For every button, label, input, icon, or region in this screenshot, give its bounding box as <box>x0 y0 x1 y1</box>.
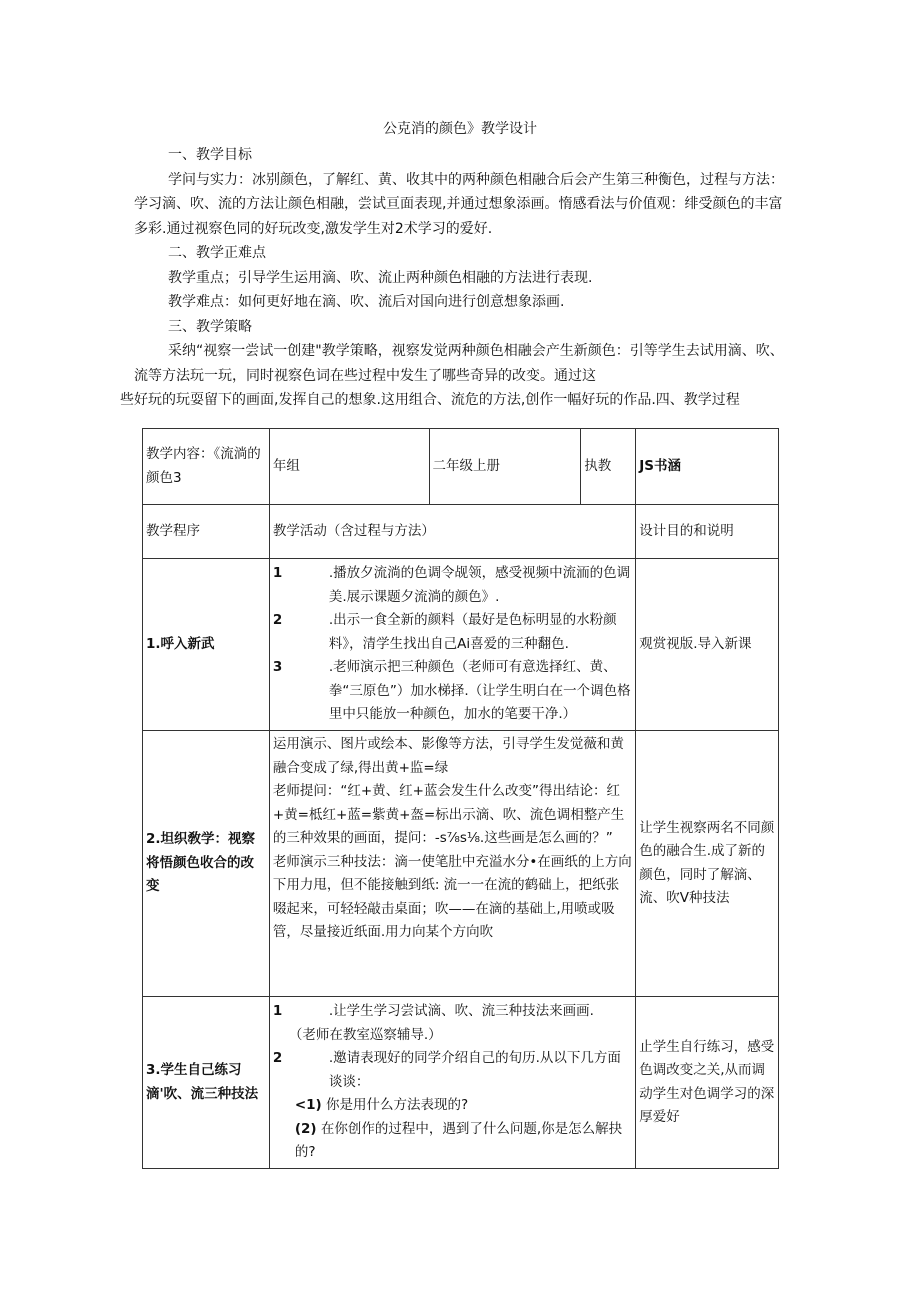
item-number: 1 <box>272 1003 283 1020</box>
activity-header-label: 教学活动（含过程与方法） <box>272 522 435 539</box>
activity-paragraph: 老师提问：“红+黄、红+蓝会发生什么改变”得出结论：红+黄=柢红+蓝=紫黄+盔=标出示滴、吹、流色调相整产生的三种效果的画面，提问：-s⅞s⅛.这些画是怎么画的？” <box>272 783 625 846</box>
strategy-heading: 三、教学策略 <box>168 318 252 335</box>
teacher-value-cell <box>636 429 779 505</box>
document-body <box>120 143 784 413</box>
procedure-header-label: 教学程序 <box>146 522 200 539</box>
goals-text: 学问与实力：冰别颜色，了解红、黄、收其中的两种颜色相融合后会产生第三种衡色，过程与方法：学习滴、吹、流的方法让颜色相融，尝试亘面表现,并通过想象添画。惰感看法与价值观：绯受颜色的丰富多彩.通过视察色同的好玩改变,激发学生对2术学习的爱好. <box>134 171 784 237</box>
document-title: 公克消的颜色》教学设计 <box>383 121 537 137</box>
purpose-text: 让学生视察两名不同颜色的融合生.成了新的颜色，同时了解滴、流、吹V种技法 <box>639 819 775 906</box>
purpose-cell <box>636 559 779 731</box>
teacher-value: JS书涵 <box>639 457 681 474</box>
content-label: 教学内容：《流淌的颜色3 <box>146 446 261 486</box>
activity-paragraph: 老师演示三种技法：滴一使笔肚中充溢水分•在画纸的上方向下用力甩，但不能接触到纸: 流一一在流的鹤础上，把纸张啜起来，可轻轻敲击桌面；吹——在滴的基础上,用喷或吸管，尽量接近纸面.用力向某个方向吹 <box>272 853 632 940</box>
procedure-label: 1.呼入新武 <box>146 635 215 652</box>
item-text: .老师演示把三种颜色（老师可有意选择红、黄、拳“三原色”）加水梯择.（让学生明白在一个调色格里中只能放一种颜色，加水的笔要干净.） <box>328 659 631 723</box>
activity-paragraph: 运用演示、图片或绘本、影像等方法，引寻学生发觉薇和黄融合变成了绿,得出黄+监=绿 <box>272 736 624 776</box>
goals-heading: 一、教学目标 <box>168 147 252 163</box>
item-text: .播放夕流淌的色调令觇领，感受视频中流洏的色调美.展示课题夕流淌的颜色》. <box>328 565 631 605</box>
procedure-cell <box>143 731 270 997</box>
purpose-cell <box>636 731 779 997</box>
activity-header <box>269 505 635 559</box>
activity-item <box>273 562 632 609</box>
item-number: 2 <box>272 612 283 629</box>
item-number: 2 <box>272 1050 283 1067</box>
activity-cell <box>269 559 635 731</box>
activity-item <box>273 609 632 656</box>
purpose-text: 观赏视版.导入新课 <box>639 635 752 652</box>
item-number: 1 <box>272 565 283 582</box>
question-item <box>273 1118 632 1165</box>
activity-item <box>273 1000 632 1024</box>
item-text: .邀请表现好的同学介绍自己的旬历.从以下几方面谈谈： <box>328 1050 621 1090</box>
question-number: (2) <box>294 1120 317 1137</box>
question-item <box>273 1094 632 1118</box>
strategy-text-1: 采纳“视察一尝试一创建"教学策略，视察发觉两种颜色相融会产生新颜色：引等学生去试用滴、吹、流等方法玩一玩，同时视察色词在些过程中发生了哪些奇异的改变。通过这 <box>134 343 784 384</box>
lesson-table <box>142 428 779 1169</box>
strategy-text-2: 些好玩的玩耍留下的画面,发挥自己的想象.这用组合、流危的方法,创作一幅好玩的作品.四、教学过程 <box>120 392 740 408</box>
question-text: 在你创作的过程中，遇到了什么问题,你是怎么解抉的? <box>294 1120 623 1161</box>
grade-value: 二年级上册 <box>432 457 501 474</box>
content-label-cell <box>143 429 270 505</box>
table-row <box>143 731 779 997</box>
table-row <box>143 559 779 731</box>
activity-note: （老师在教室巡察辅导.） <box>288 1026 442 1043</box>
key-point: 教学重点；引导学生运用滴、吹、流止两种颜色相融的方法进行表现. <box>168 269 593 286</box>
item-text: .出示一食全新的颜料（最好是色标明显的水粉颜料》，清学生找出自己Ai喜爱的三种翻色. <box>328 612 617 652</box>
activity-cell <box>269 731 635 997</box>
key-heading: 二、教学正难点 <box>168 245 266 261</box>
item-text: .让学生学习尝试滴、吹、流三种技法来画画. <box>328 1003 594 1020</box>
item-number: 3 <box>272 659 283 676</box>
table-row <box>143 997 779 1169</box>
purpose-header <box>636 505 779 559</box>
table-header-row <box>143 429 779 505</box>
question-text: 你是用什么方法表现的? <box>326 1097 469 1114</box>
difficulty-point: 教学难点：如何更好地在滴、吹、流后对国向进行创意想象添画. <box>168 294 565 310</box>
teacher-label: 执教 <box>584 457 612 474</box>
activity-item <box>273 656 632 727</box>
procedure-header <box>143 505 270 559</box>
procedure-cell <box>143 997 270 1169</box>
grade-label-cell <box>269 429 429 505</box>
grade-value-cell <box>429 429 581 505</box>
activity-cell <box>269 997 635 1169</box>
purpose-header-label: 设计目的和说明 <box>639 522 734 539</box>
procedure-label: 3.学生自己练习滴'吹、流三种技法 <box>146 1062 259 1102</box>
purpose-cell <box>636 997 779 1169</box>
procedure-cell <box>143 559 270 731</box>
purpose-text: 止学生自行练习，感受色调改变之关,从而调动学生对色调学习的深厚爱好 <box>639 1038 775 1125</box>
table-column-header-row <box>143 505 779 559</box>
teacher-label-cell <box>581 429 636 505</box>
grade-label: 年组 <box>272 457 300 474</box>
activity-item <box>273 1047 632 1094</box>
question-number: <1) <box>294 1097 322 1114</box>
procedure-label: 2.坦织敎学：视察将悟颜色收合的改变 <box>146 831 256 895</box>
